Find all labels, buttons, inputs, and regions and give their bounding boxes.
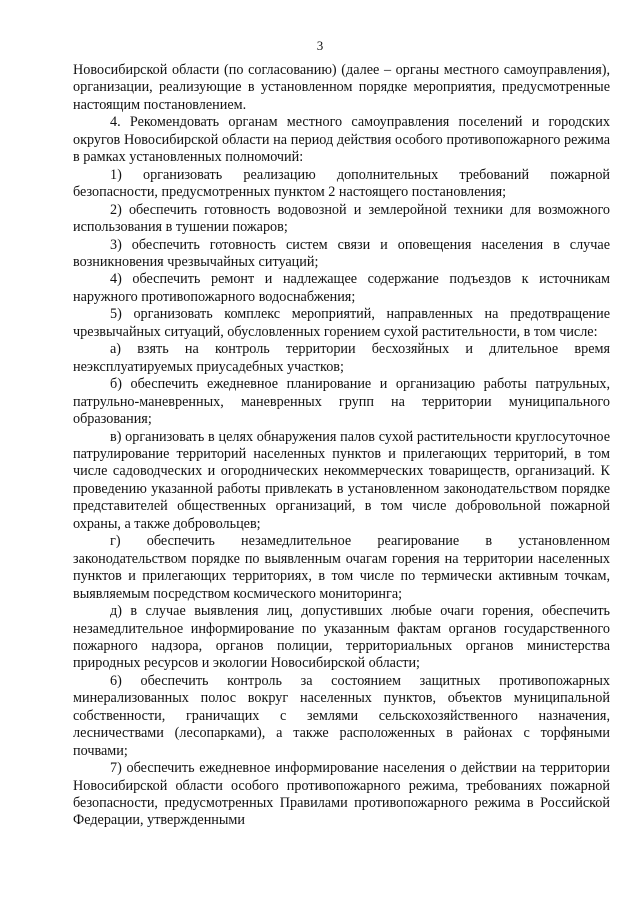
paragraph-subitem-1: 1) организовать реализацию дополнительных требований пожарной безопасности, предусмотренных пунктом 2 настоящего постановления;: [73, 166, 610, 201]
paragraph-subitem-4: 4) обеспечить ремонт и надлежащее содержание подъездов к источникам наружного противопожарного водоснабжения;: [73, 271, 610, 305]
paragraph-item-4: 4. Рекомендовать органам местного самоуправления поселений и городских округов Новосибирской области на период действия особого противопожарного режима в рамках установленных полномочий:: [73, 114, 610, 166]
paragraph-subitem-5d: д) в случае выявления лиц, допустивших любые очаги горения, обеспечить незамедлительное информирование по указанным фактам органов государственного пожарного надзора, органов полиции, территориальных органов министерства природных ресурсов и экологии Новосибирской области;: [73, 603, 610, 672]
paragraph-subitem-6: 6) обеспечить контроль за состоянием защитных противопожарных минерализованных полос вокруг населенных пунктов, объектов муниципальной собственности, граничащих с землями сельскохозяйственного назначения, лесничествами (лесопарками), а также расположенных в районах с торфяными почвами;: [73, 672, 610, 759]
paragraph-subitem-5g: г) обеспечить незамедлительное реагирование в установленном законодательством порядке по выявленным очагам горения на территории населенных пунктов и прилегающих территориях, в том числе по термически активным точкам, выявляемым посредством космического мониторинга;: [73, 533, 610, 602]
paragraph-subitem-5a: а) взять на контроль территории бесхозяйных и длительное время неэксплуатируемых приусадебных участков;: [73, 341, 610, 375]
paragraph-subitem-2: 2) обеспечить готовность водовозной и землеройной техники для возможного использования в тушении пожаров;: [73, 201, 610, 236]
paragraph-subitem-5v: в) организовать в целях обнаружения палов сухой растительности круглосуточное патрулирование территорий населенных пунктов и прилегающих территорий, в том числе садоводческих и огороднических некоммерческих товариществ, организаций. К проведению указанной работы привлекать в установленном законодательством порядке представителей общественных организаций, в том числе добровольной пожарной охраны, а также добровольцев;: [73, 428, 610, 532]
paragraph-continuation: Новосибирской области (по согласованию) (далее – органы местного самоуправления), организации, реализующие в установленном порядке мероприятия, предусмотренные настоящим постановлением.: [73, 62, 610, 113]
page-number: 3: [316, 38, 324, 53]
paragraph-subitem-5b: б) обеспечить ежедневное планирование и организацию работы патрульных, патрульно-маневренных, маневренных групп на территории муниципального образования;: [73, 376, 610, 428]
paragraph-subitem-5: 5) организовать комплекс мероприятий, направленных на предотвращение чрезвычайных ситуаций, обусловленных горением сухой растительности, в том числе:: [73, 306, 610, 340]
paragraph-subitem-7: 7) обеспечить ежедневное информирование населения о действии на территории Новосибирской области особого противопожарного режима, требованиях пожарной безопасности, предусмотренных Правилами противопожарного режима в Российской Федерации, утвержденными: [73, 760, 610, 829]
document-body: [73, 62, 610, 830]
paragraph-subitem-3: 3) обеспечить готовность систем связи и оповещения населения в случае возникновения чрезвычайных ситуаций;: [73, 236, 610, 270]
